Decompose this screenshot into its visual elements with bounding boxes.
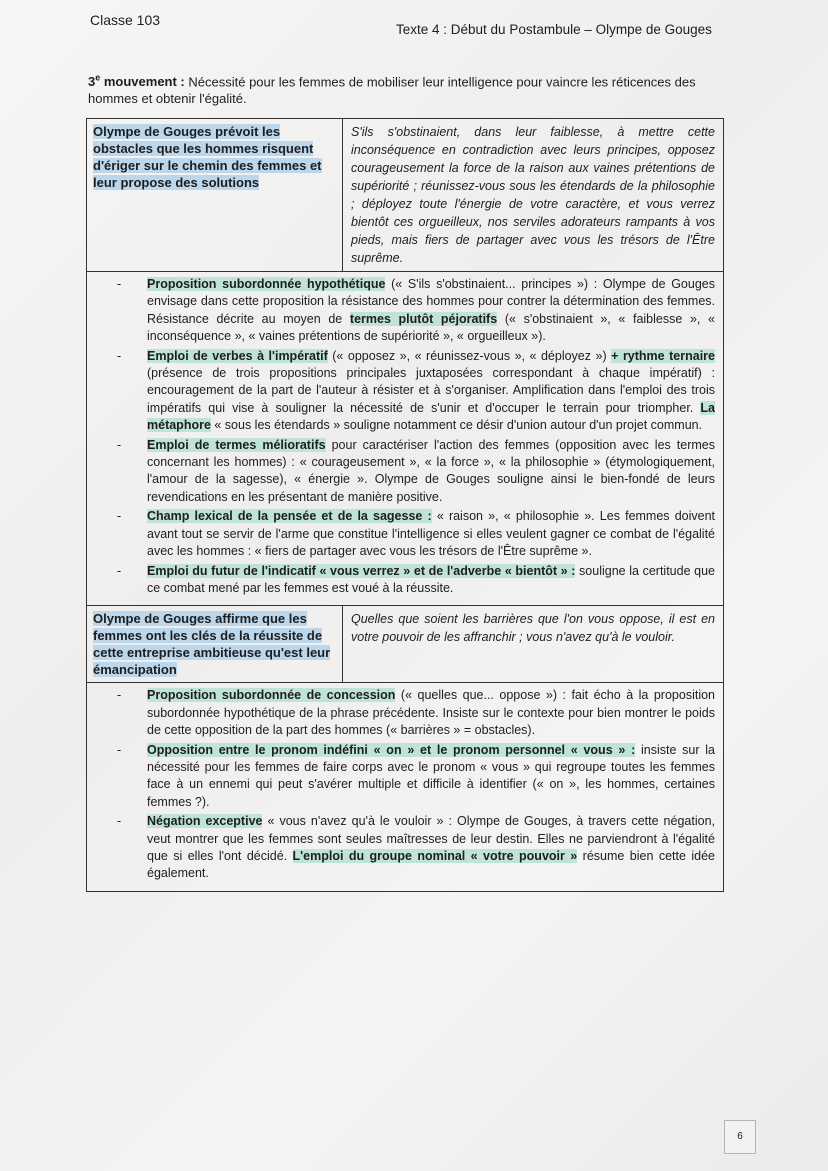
section-2-theme-text: Olympe de Gouges affirme que les femmes ont les clés de la réussite de cette entreprise ambitieuse qu'est leur émancipation <box>93 611 331 678</box>
movement-intro <box>88 70 728 107</box>
section-2-list <box>113 687 715 882</box>
list-item <box>147 508 715 560</box>
page-number: 6 <box>724 1120 756 1154</box>
explanation-text: résume bien cette idée également. <box>147 848 715 881</box>
section-1-theme-text: Olympe de Gouges prévoit les obstacles que les hommes risquent d'ériger sur le chemin des femmes et leur propose des solutions <box>93 124 322 190</box>
key-term: Emploi de verbes à l'impératif <box>147 348 328 363</box>
section-1-analysis <box>87 272 723 606</box>
explanation-text: « sous les étendards » souligne notamment ce désir d'union autour d'un projet commun. <box>210 418 703 433</box>
explanation-text: (« S'ils s'obstinaient... principes ») : Olympe de Gouges envisage dans cette proposition la résistance des hommes pour contrer la détermination des femmes. Résistance décrite au moyen de <box>147 277 715 326</box>
key-term: + rythme ternaire <box>611 348 715 363</box>
section-2-header-row <box>87 606 723 683</box>
section-2-analysis <box>87 683 723 890</box>
section-1-quote: S'ils s'obstinaient, dans leur faiblesse, à mettre cette inconséquence en contradiction avec leurs principes, opposez courageusement la force de la raison aux vaines prétentions de supériorité ; réunissez-vous sous les étendards de la philosophie ; déployez toute l'énergie de votre caractère, et vous verrez bientôt ces orgueilleux, nos serviles adorateurs rampants à vos pieds, mais fiers de partager avec vous les trésors de l'Être suprême. <box>351 125 715 265</box>
key-term: Proposition subordonnée de concession <box>147 688 396 703</box>
list-item <box>147 742 715 812</box>
class-label: Classe 103 <box>90 12 161 28</box>
key-term: Négation exceptive <box>147 814 263 829</box>
list-item <box>147 687 715 739</box>
key-term: La métaphore <box>147 400 715 433</box>
explanation-text: souligne la certitude que ce combat mené par les femmes est voué à la réussite. <box>147 563 716 595</box>
movement-description: Nécessité pour les femmes de mobiliser leur intelligence pour vaincre les réticences des hommes et obtenir l'égalité. <box>88 74 696 107</box>
section-2-theme <box>87 606 343 682</box>
explanation-text: pour caractériser l'action des femmes (opposition avec les termes concernant les hommes) : « courageusement », « la force », « la philosophie » (étymologiquement, l'amour de la sagesse), « énergie ». Olympe de Gouges souligne ainsi le bien-fondé de leurs revendications en les présentant de manière positive. <box>147 437 715 504</box>
explanation-text: (présence de trois propositions principales juxtaposées correspondant à chaque impératif) : encouragement de la part de l'auteur à résister et à s'organiser. Amplification dans l'emploi des trois impératifs qui vise à souligner la nécessité de s'unir et d'occuper le terrain pour triompher. <box>147 366 715 415</box>
list-item <box>147 276 715 346</box>
explanation-text: insiste sur la nécessité pour les femmes de faire corps avec le pronom « vous » qui regroupe toutes les femmes face à un ennemi qui peut s'avérer multiple et difficile à identifier (« on », les hommes, certaines femmes ?). <box>147 742 715 809</box>
key-term: Proposition subordonnée hypothétique <box>147 277 386 291</box>
explanation-text: (« quelles que... oppose ») : fait écho à la proposition subordonnée hypothétique de la phrase précédente. Insiste sur le contexte pour bien montrer le poids de cette opposition de la part des hommes (« barrières » = obstacles). <box>147 688 715 738</box>
key-term: L'emploi du groupe nominal « votre pouvoir » <box>292 848 578 863</box>
key-term: Emploi du futur de l'indicatif « vous verrez » et de l'adverbe « bientôt » : <box>147 563 576 578</box>
explanation-text: « vous n'avez qu'à le vouloir » : Olympe de Gouges, à travers cette négation, veut montrer que les femmes sont seules maîtresses de leur destin. Elles ne parviendront à l'égalité que si elles l'ont décidé. <box>147 814 715 863</box>
section-1-list <box>113 276 715 597</box>
section-2-quote: Quelles que soient les barrières que l'on vous oppose, il est en votre pouvoir de les affranchir ; vous n'avez qu'à le vouloir. <box>351 612 715 645</box>
section-1-header-row <box>87 119 723 272</box>
explanation-text: (« s'obstinaient », « faiblesse », « inconséquence », « vaines prétentions de supériorité », « orgueilleux »). <box>147 311 715 344</box>
list-item <box>147 437 715 507</box>
key-term: Emploi de termes mélioratifs <box>147 437 326 452</box>
document-title: Texte 4 : Début du Postambule – Olympe de Gouges <box>396 22 712 37</box>
movement-superscript: e <box>95 73 101 83</box>
key-term: Champ lexical de la pensée et de la sagesse : <box>147 509 432 524</box>
movement-number: 3 <box>88 74 96 90</box>
list-item <box>147 813 715 883</box>
list-item <box>147 348 715 435</box>
movement-heading <box>88 74 185 89</box>
explanation-text: (« opposez », « réunissez-vous », « déployez ») <box>327 348 612 363</box>
explanation-text: « raison », « philosophie ». Les femmes doivent avant tout se servir de l'arme que constitue l'intelligence si elles veulent gagner ce combat de l'égalité avec les hommes : « fiers de partager avec vous les trésors de l'Être suprême ». <box>147 509 716 559</box>
list-item <box>147 563 715 598</box>
analysis-table <box>86 118 724 892</box>
key-term: Opposition entre le pronom indéfini « on » et le pronom personnel « vous » : <box>147 742 636 757</box>
movement-label: mouvement : <box>100 74 185 90</box>
key-term: termes plutôt péjoratifs <box>349 311 498 326</box>
section-1-theme <box>87 119 343 271</box>
